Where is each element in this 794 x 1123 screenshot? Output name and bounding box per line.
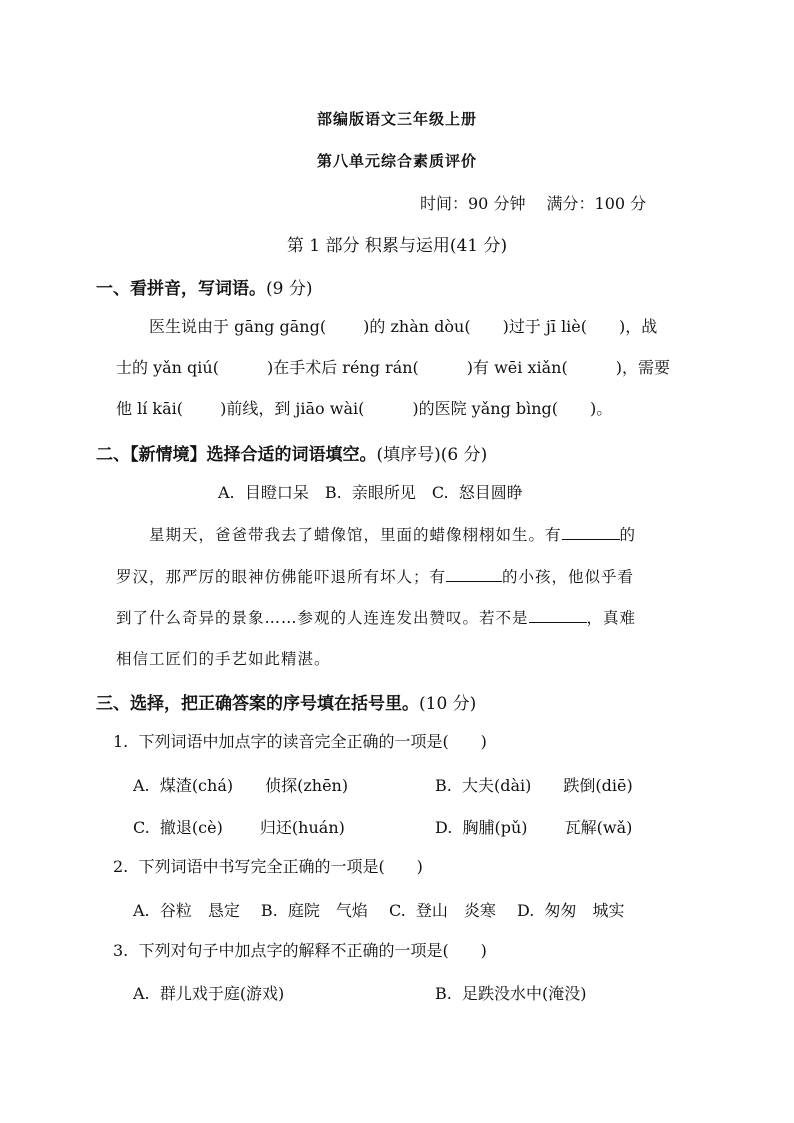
- q1-option-d: D. 胸脯(pǔ) 瓦解(wǎ): [435, 818, 633, 837]
- section2-heading: [96, 440, 487, 465]
- section1-line-1: 医生说由于 gāng gāng( )的 zhàn dòu( )过于 jī liè( )，战: [149, 317, 658, 336]
- q1-option-c: C. 撤退(cè) 归还(huán): [133, 818, 345, 837]
- section3-heading-text: 三、选择，把正确答案的序号填在括号里。: [96, 694, 419, 714]
- q1-stem: 1. 下列词语中加点字的读音完全正确的一项是( ): [113, 732, 487, 751]
- q2-stem: 2. 下列词语中书写完全正确的一项是( ): [113, 857, 423, 876]
- q1-option-a: A. 煤渣(chá) 侦探(zhēn): [133, 776, 349, 795]
- section2-passage-line-3: [116, 606, 636, 629]
- passage-text: 的: [619, 526, 637, 544]
- passage-text: 的小孩，他似乎看: [502, 568, 635, 586]
- section3-points: (10 分): [419, 694, 477, 714]
- passage-text: 罗汉，那严厉的眼神仿佛能吓退所有坏人；有: [116, 568, 447, 586]
- section1-points: (9 分): [266, 279, 313, 299]
- fill-blank-3[interactable]: [529, 606, 587, 623]
- section2-points: (填序号)(6 分): [376, 445, 488, 465]
- section1-heading-text: 一、看拼音，写词语。: [96, 279, 266, 299]
- passage-text: 到了什么奇异的景象……参观的人连连发出赞叹。若不是: [116, 609, 529, 627]
- section2-heading-text: 二、【新情境】选择合适的词语填空。: [96, 445, 377, 465]
- section2-passage-line-1: [149, 523, 636, 546]
- section2-passage-line-4: 相信工匠们的手艺如此精湛。: [116, 650, 331, 668]
- passage-text: 星期天，爸爸带我去了蜡像馆，里面的蜡像栩栩如生。有: [149, 526, 562, 544]
- section3-heading: [96, 689, 476, 714]
- q3-stem: 3. 下列对句子中加点字的解释不正确的一项是( ): [113, 941, 487, 960]
- exam-subtitle: 第八单元综合素质评价: [316, 152, 477, 170]
- section2-passage-line-2: [116, 565, 634, 588]
- section1-line-3: 他 lí kāi( )前线，到 jiāo wài( )的医院 yǎng bìng( )。: [116, 399, 613, 418]
- time-score-info: 时间：90 分钟 满分：100 分: [420, 194, 647, 213]
- q2-options: A. 谷粒 恳定 B. 庭院 气焰 C. 登山 炎寒 D. 匆匆 城实: [133, 901, 625, 920]
- fill-blank-1[interactable]: [562, 523, 620, 540]
- fill-blank-2[interactable]: [446, 565, 502, 582]
- section1-heading: [96, 274, 312, 299]
- exam-title: 部编版语文三年级上册: [316, 110, 477, 128]
- q3-option-a: A. 群儿戏于庭(游戏): [133, 984, 285, 1003]
- q1-option-b: B. 大夫(dài) 跌倒(diē): [435, 776, 633, 795]
- q3-option-b: B. 足跌没水中(淹没): [435, 984, 587, 1003]
- section1-line-2: 士的 yǎn qiú( )在手术后 réng rán( )有 wēi xiǎn( )，需要: [116, 358, 670, 377]
- section2-options: A. 目瞪口呆 B. 亲眼所见 C. 怒目圆睁: [218, 483, 523, 502]
- part-title: 第 1 部分 积累与运用(41 分): [286, 236, 508, 256]
- passage-text: ，真难: [586, 609, 637, 627]
